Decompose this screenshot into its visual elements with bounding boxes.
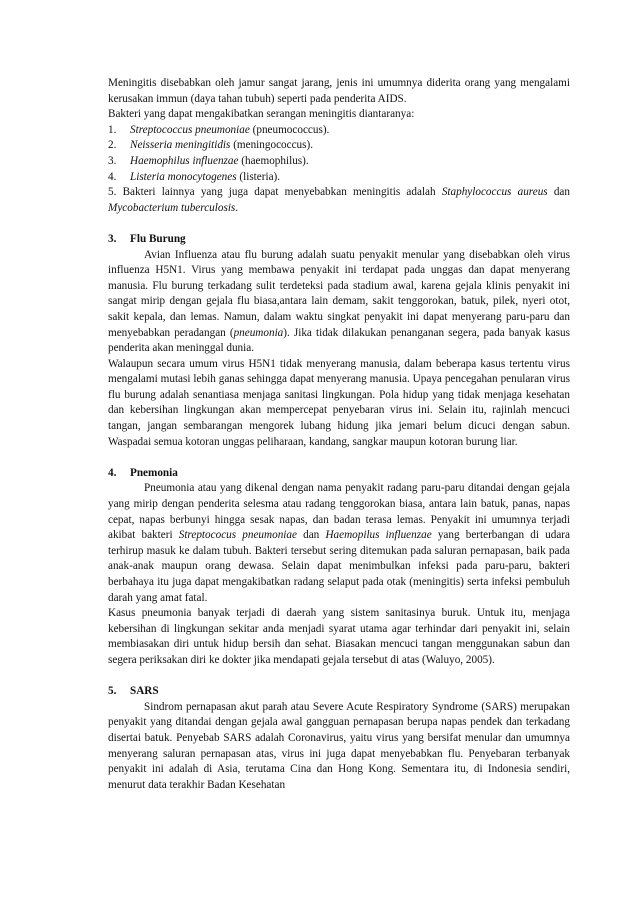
section-paragraph: Walaupun secara umum virus H5N1 tidak menyerang manusia, dalam beberapa kasus tertentu virus mengalami mutasi lebih ganas sehingga dapat menyerang manusia. Upaya pencegahan penularan virus flu burung adalah senantiasa menjaga sanitasi lingkungan. Pola hidup yang tidak menjaga kesehatan dan kebersihan lingkungan akan mempercepat penyebaran virus ini. Selain itu, rajinlah mencuci tangan, jangan sembarangan mengorek lubang hidung jika jemari belum dicuci dengan sabun. Waspadai semua kotoran unggas peliharaan, kandang, sangkar maupun kotoran burung liar. <box>108 357 570 448</box>
section-heading: 3. Flu Burung <box>108 232 186 245</box>
intro-paragraph: Meningitis disebabkan oleh jamur sangat jarang, jenis ini umumnya diderita orang yang mengalami kerusakan immun (daya tahan tubuh) seperti pada penderita AIDS. <box>108 77 570 105</box>
document-page <box>108 76 570 793</box>
section-paragraph: Kasus pneumonia banyak terjadi di daerah yang sistem sanitasinya buruk. Untuk itu, menjaga kebersihan di lingkungan sekitar anda menjadi syarat utama agar terhindar dari penyakit ini, selain membiasakan diri untuk hidup bersih dan sehat. Biasakan mencuci tangan menggunakan sabun dan segera periksakan diri ke dokter jika mendapati gejala tersebut di atas (Waluyo, 2005). <box>108 607 570 666</box>
list-item: 1. Streptococcus pneumoniae (pneumococcus). <box>108 123 330 136</box>
section-paragraph: Sindrom pernapasan akut parah atau Severe Acute Respiratory Syndrome (SARS) merupakan penyakit yang ditandai dengan gejala awal gangguan pernapasan berupa napas pendek dan terkadang disertai batuk. Penyebab SARS adalah Coronavirus, yaitu virus yang bersifat menular dan umumnya menyerang saluran pernapasan atas, virus ini juga dapat menyebabkan flu. Penyebaran terbanyak penyakit ini adalah di Asia, terutama Cina dan Hong Kong. Sementara itu, di Indonesia sendiri, menurut data terakhir Badan Kesehatan <box>108 700 570 791</box>
list-item: 3. Haemophilus influenzae (haemophilus). <box>108 154 309 167</box>
section-paragraph: Pneumonia atau yang dikenal dengan nama penyakit radang paru-paru ditandai dengan gejala yang mirip dengan penderita selesma atau radang tenggorokan biasa, antara lain batuk, panas, napas cepat, napas berbunyi hingga sesak napas, dan badan terasa lemas. Penyakit ini umumnya terjadi akibat bakteri Streptococus pneumoniae dan Haemopilus influenzae yang berterbangan di udara terhirup masuk ke dalam tubuh. Bakteri tersebut sering ditemukan pada saluran pernapasan, baik pada anak-anak maupun orang dewasa. Selain dapat menimbulkan infeksi pada paru-paru, bakteri berbahaya itu juga dapat mengakibatkan radang selaput pada otak (meningitis) serta infeksi pembuluh darah yang amat fatal. <box>108 482 570 604</box>
section-heading: 5. SARS <box>108 685 159 698</box>
list-item: 4. Listeria monocytogenes (listeria). <box>108 170 281 183</box>
section-heading: 4. Pnemonia <box>108 466 178 479</box>
list-item: 5. Bakteri lainnya yang juga dapat menyebabkan meningitis adalah Staphylococcus aureus dan Mycobacterium tuberculosis. <box>108 186 570 214</box>
bacteria-intro: Bakteri yang dapat mengakibatkan serangan meningitis diantaranya: <box>108 108 415 121</box>
list-item: 2. Neisseria meningitidis (meningococcus). <box>108 139 314 152</box>
section-paragraph: Avian Influenza atau flu burung adalah suatu penyakit menular yang disebabkan oleh virus influenza H5N1. Virus yang membawa penyakit ini terdapat pada unggas dan dapat menyerang manusia. Flu burung terkadang sulit terdeteksi pada stadium awal, karena gejala klinis penyakit ini sangat mirip dengan gejala flu biasa,antara lain demam, sakit tenggorokan, batuk, pilek, nyeri otot, sakit kepala, dan lemas. Namun, dalam waktu singkat penyakit ini dapat menyerang paru-paru dan menyebabkan peradangan (pneumonia). Jika tidak dilakukan penanganan segera, pada banyak kasus penderita akan meninggal dunia. <box>108 248 570 355</box>
